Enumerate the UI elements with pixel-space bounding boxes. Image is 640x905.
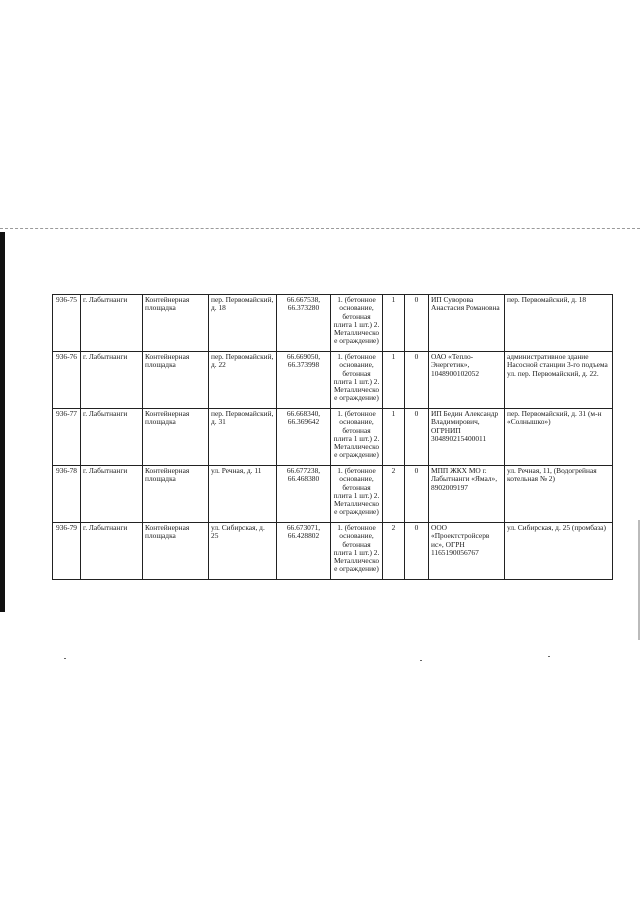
table-row <box>53 523 613 580</box>
scan-speck <box>548 656 550 657</box>
site-type-cell: Контейнерная площадка <box>143 352 209 409</box>
count-cell: 2 <box>383 466 405 523</box>
owner-cell: ООО «Проектстройсерв ис», ОГРН 1165190056767 <box>429 523 505 580</box>
count-cell: 1 <box>383 409 405 466</box>
address-cell: пер. Первомайский, д. 18 <box>209 295 277 352</box>
address-cell: ул. Сибирская, д. 25 <box>209 523 277 580</box>
row-number: 936-79 <box>53 523 81 580</box>
waste-source-cell: ул. Речная, 11, (Водогрейная котельная № 2) <box>505 466 613 523</box>
description-cell: 1. (бетонное основание, бетонная плита 1 шт.) 2. Металлическо е ограждение) <box>331 409 383 466</box>
address-cell: пер. Первомайский, д. 31 <box>209 409 277 466</box>
count-cell: 0 <box>405 466 429 523</box>
count-cell: 1 <box>383 295 405 352</box>
address-cell: ул. Речная, д. 11 <box>209 466 277 523</box>
count-cell: 0 <box>405 523 429 580</box>
row-number: 936-76 <box>53 352 81 409</box>
count-cell: 0 <box>405 409 429 466</box>
table-row <box>53 352 613 409</box>
coordinates-cell: 66.677238, 66.468380 <box>277 466 331 523</box>
table-row <box>53 295 613 352</box>
city-cell: г. Лабытнанги <box>81 409 143 466</box>
scan-speck <box>420 660 422 661</box>
table-row <box>53 409 613 466</box>
address-cell: пер. Первомайский, д. 22 <box>209 352 277 409</box>
waste-source-cell: пер. Первомайский, д. 18 <box>505 295 613 352</box>
site-type-cell: Контейнерная площадка <box>143 466 209 523</box>
city-cell: г. Лабытнанги <box>81 352 143 409</box>
owner-cell: ОАО «Тепло-Энергетик», 1048900102052 <box>429 352 505 409</box>
city-cell: г. Лабытнанги <box>81 466 143 523</box>
count-cell: 2 <box>383 523 405 580</box>
count-cell: 0 <box>405 352 429 409</box>
scan-top-rule <box>0 228 640 229</box>
site-type-cell: Контейнерная площадка <box>143 409 209 466</box>
owner-cell: ИП Бедин Александр Владимирович, ОГРНИП 304890215400011 <box>429 409 505 466</box>
count-cell: 0 <box>405 295 429 352</box>
coordinates-cell: 66.668340, 66.369642 <box>277 409 331 466</box>
site-type-cell: Контейнерная площадка <box>143 523 209 580</box>
owner-cell: МПП ЖКХ МО г. Лабытнанги «Ямал», 8902009197 <box>429 466 505 523</box>
coordinates-cell: 66.673071, 66.428802 <box>277 523 331 580</box>
scan-speck <box>64 658 66 659</box>
row-number: 936-75 <box>53 295 81 352</box>
description-cell: 1. (бетонное основание, бетонная плита 1 шт.) 2. Металлическо е ограждение) <box>331 523 383 580</box>
owner-cell: ИП Суворова Анастасия Романовна <box>429 295 505 352</box>
waste-source-cell: пер. Первомайский, д. 31 (м-н «Солнышко») <box>505 409 613 466</box>
container-sites-table <box>52 294 613 580</box>
scan-left-edge <box>0 232 5 612</box>
coordinates-cell: 66.669050, 66.373998 <box>277 352 331 409</box>
city-cell: г. Лабытнанги <box>81 295 143 352</box>
description-cell: 1. (бетонное основание, бетонная плита 1 шт.) 2. Металлическо е ограждение) <box>331 352 383 409</box>
row-number: 936-78 <box>53 466 81 523</box>
coordinates-cell: 66.667538, 66.373280 <box>277 295 331 352</box>
city-cell: г. Лабытнанги <box>81 523 143 580</box>
row-number: 936-77 <box>53 409 81 466</box>
waste-source-cell: административное здание Насосной станции 3-го подъема ул. пер. Первомайский, д. 22. <box>505 352 613 409</box>
table-row <box>53 466 613 523</box>
count-cell: 1 <box>383 352 405 409</box>
description-cell: 1. (бетонное основание, бетонная плита 1 шт.) 2. Металлическо е ограждение) <box>331 295 383 352</box>
waste-source-cell: ул. Сибирская, д. 25 (промбаза) <box>505 523 613 580</box>
description-cell: 1. (бетонное основание, бетонная плита 1 шт.) 2. Металлическо е ограждение) <box>331 466 383 523</box>
site-type-cell: Контейнерная площадка <box>143 295 209 352</box>
